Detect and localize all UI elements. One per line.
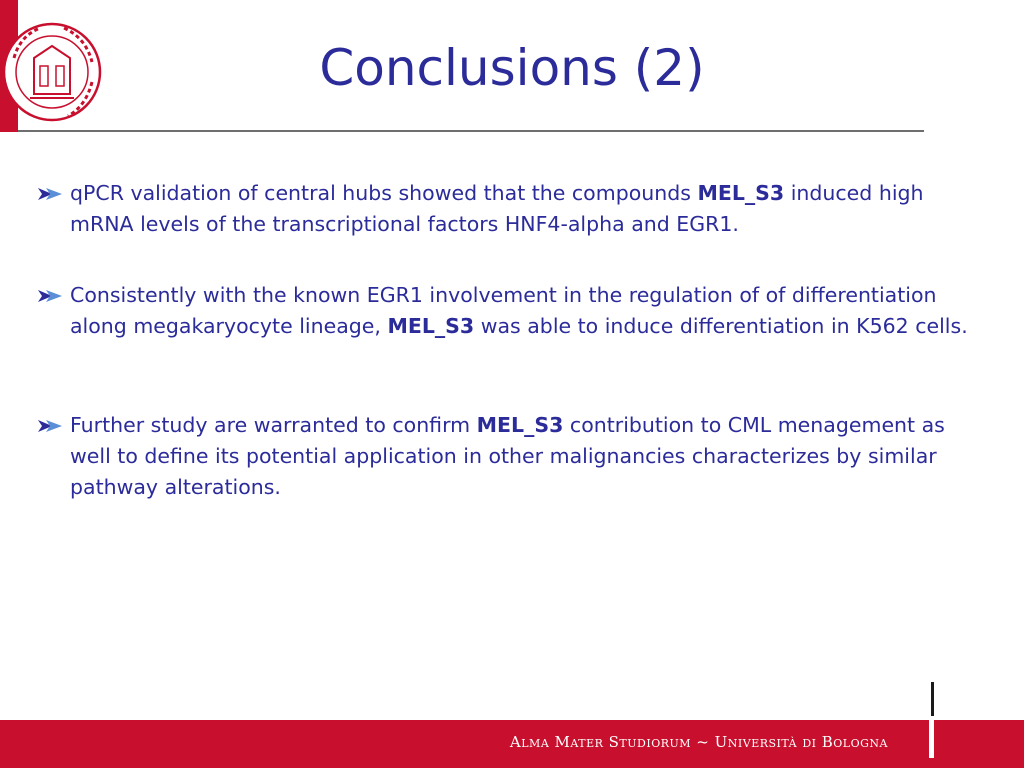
compound-name: MEL_S3 xyxy=(697,181,785,205)
bullet-item-2 xyxy=(36,280,986,342)
footer-divider-mark-dark xyxy=(931,682,934,716)
arrow-bullet-icon xyxy=(36,418,64,434)
bullet-text-1-part-3: induced high mRNA levels of the transcriptional factors HNF4-alpha and EGR1. xyxy=(70,181,924,236)
arrow-bullet-icon xyxy=(36,288,64,304)
title-divider xyxy=(18,130,924,132)
arrow-bullet-icon xyxy=(36,186,64,202)
bullet-item-3 xyxy=(36,410,986,503)
bullet-text-2-part-1: Consistently with the known EGR1 involvement in the regulation of of differentiation along megakaryocyte lineage, xyxy=(70,283,937,338)
slide-title: Conclusions (2) xyxy=(319,39,705,97)
compound-name: MEL_S3 xyxy=(387,314,475,338)
bullet-item-1 xyxy=(36,178,986,240)
bullet-text-3-part-3: contribution to CML menagement as well to define its potential application in other malignancies characterizes by similar pathway alterations. xyxy=(70,413,945,499)
compound-name: MEL_S3 xyxy=(476,413,564,437)
footer-institution-name: Alma Mater Studiorum ~ Università di Bologna xyxy=(509,733,888,751)
bullet-text-1-part-1: qPCR validation of central hubs showed that the compounds xyxy=(70,181,698,205)
bullet-list xyxy=(36,178,986,503)
bullet-text-3-part-1: Further study are warranted to confirm xyxy=(70,413,477,437)
footer-bar xyxy=(0,720,1024,768)
bullet-text-2-part-3: was able to induce differentiation in K562 cells. xyxy=(474,314,968,338)
